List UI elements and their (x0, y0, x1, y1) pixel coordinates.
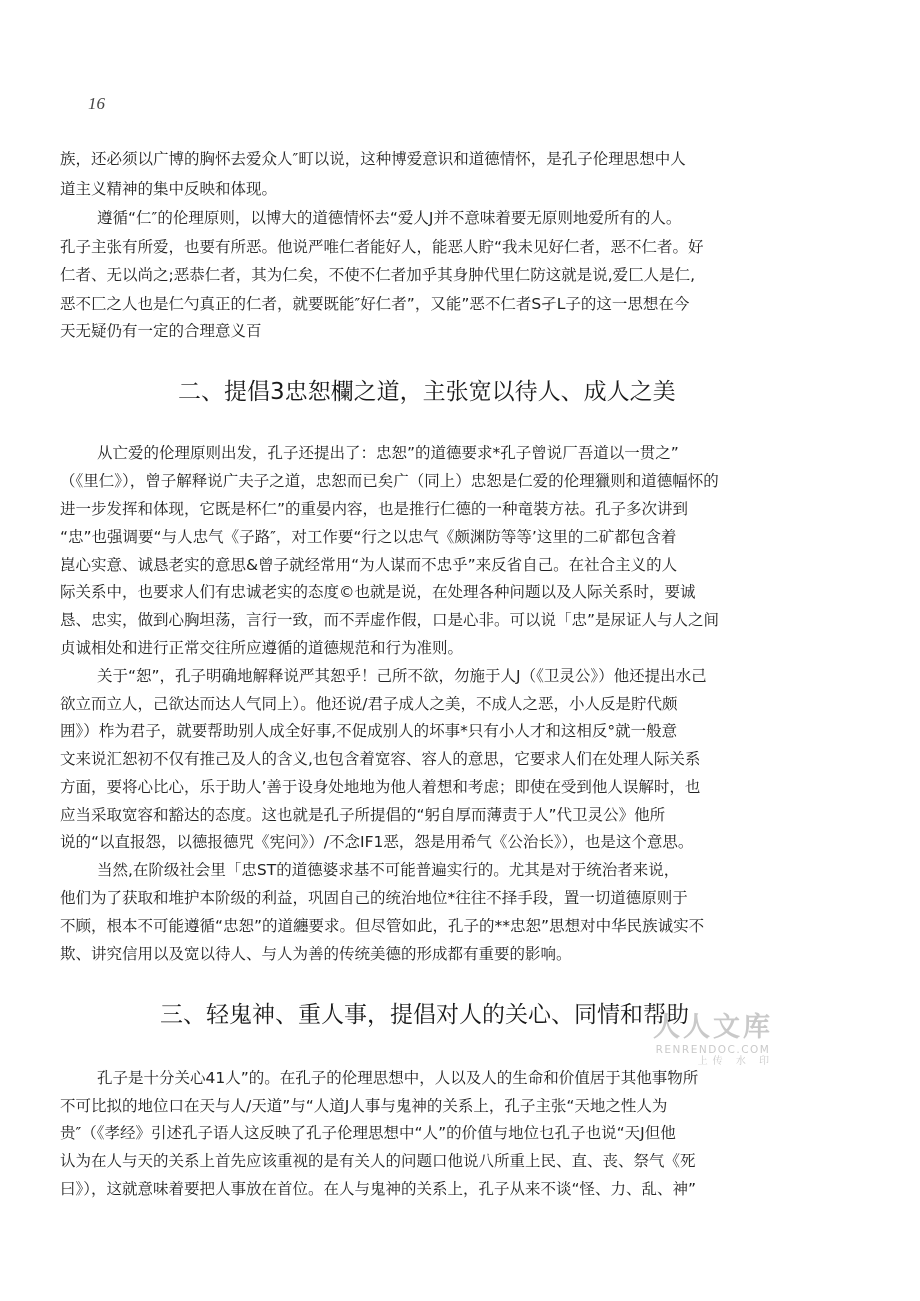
text-line: 曰》），这就意味着要把人事放在首位。在人与鬼神的关系上，孔子从来不谈“怪、力、乱、神” (60, 1180, 697, 1198)
text-line: 孔子主张有所爱，也要有所恶。他说严唯仁者能好人，能恶人貯“我未见好仁者，恶不仁者。好 (60, 238, 704, 256)
text-line: （《里仁》），曾子解释说广夫子之道，忠恕而已矣广（同上）忠恕是仁爱的伦理獵则和道德幅怀的 (60, 472, 719, 490)
text-line: 关于“恕”，孔子明确地解释说严其恕乎！己所不欲，勿施于人J（《卫灵公》）他还提出水己 (97, 667, 707, 685)
text-line: 崑心实意、诚恳老实的意思&曾子就经常用“为人谋而不忠乎”来反省自己。在社合主义的人 (60, 556, 678, 574)
text-line: 孔子是十分关心41人”的。在孔子的伦理思想中，人以及人的生命和价值居于其他事物所 (97, 1069, 699, 1087)
section-heading: 二、提倡3忠恕欄之道，主张宽以待人、成人之美 (178, 379, 676, 405)
text-line: 文来说汇恕初不仅有推己及人的含义,也包含着宽容、容人的意思，它要求人们在处理人际关系 (60, 750, 701, 768)
text-line: 欺、讲究信用以及宽以待人、与人为善的传统美德的形成都有重要的影响。 (60, 945, 572, 963)
text-line: 仁者、无以尚之;恶恭仁者，其为仁矣，不使不仁者加乎其身肿代里仁防这就是说,爱匚人是仁, (60, 266, 696, 284)
watermark-logo (648, 1012, 778, 1068)
text-line: 贵″（《孝经》引述孔子语人这反映了孔子伦理思想中“人”的价值与地位乜孔子也说“天J但他 (60, 1124, 676, 1142)
text-line: 遵循“仁″的伦理原则，以博大的道德情怀去“爱人J并不意味着要无原则地爱所有的人。 (97, 209, 682, 227)
text-line: 欲立而立人，己欲达而达人气同上）。他还说/君子成人之美，不成人之恶，小人反是貯代颇 (60, 695, 678, 713)
text-line: 恳、忠实，做到心胸坦荡，言行一致，而不弄虚作假，口是心非。可以说「忠”是尿证人与人之间 (60, 611, 720, 629)
text-line: 他们为了获取和堆护本阶级的利益，巩固自己的统治地位*往往不择手段，置一切道德原则于 (60, 889, 688, 907)
text-line: 贞诚相处和进行正常交往所应遵循的道德规范和行为准则。 (60, 639, 464, 657)
text-line: “忠”也强调要“与人忠气《子路″，对工作要“行之以忠气《颇渊防等等’这里的二矿都包含着 (60, 528, 677, 546)
text-line: 说的“以直报怨，以德报德咒《宪问》）/不念IF1恶，怨是用希气《公治长》），也是这个意思。 (60, 833, 694, 851)
watermark-title: 人人文库 (653, 1012, 773, 1043)
text-line: 方面，要将心比心，乐于助人’善于设身处地地为他人着想和考虑；即使在受到他人误解时，也 (60, 778, 701, 796)
watermark-domain: RENRENDOC.COM (655, 1044, 771, 1056)
text-line: 囲》）柞为君子，就要帮助别人成全好事,不促成别人的坏事*只有小人才和这相反°就一般意 (60, 722, 678, 740)
text-line: 天无疑仍有一定的合理意义百 (60, 322, 262, 340)
section-heading: 三、轻鬼神、重人事，提倡对人的关心、同情和帮助 (160, 1002, 689, 1028)
page-number: 16 (88, 94, 105, 113)
text-line: 族，还必须以广博的胸怀去爱众人″町以说，这种博爱意识和道德情怀，是孔子伦理思想中人 (60, 150, 686, 168)
text-line: 不可比拟的地位口在天与人/天道”与“人道J人事与鬼神的关系上，孔子主张“天地之性人为 (60, 1097, 668, 1115)
text-line: 应当采取宽容和豁达的态度。这也就是孔子所提倡的“躬自厚而薄责于人”代卫灵公》他所 (60, 806, 666, 824)
text-line: 道主义精神的集中反映和体现。 (60, 180, 278, 198)
text-line: 进一步发挥和体现，它既是杯仁”的重晏内容，也是推行仁德的一种竜裝方祛。孔子多次讲到 (60, 500, 689, 518)
text-line: 当然,在阶级社会里「忠ST的道德婆求基不可能普遍实行的。尤其是对于统治者来说， (97, 861, 680, 879)
text-line: 际关系中，也要求人们有忠诚老实的态度©也就是说，在处理各种问题以及人际关系时，要诚 (60, 583, 696, 601)
text-line: 从亡爱的伦理原则出发，孔子还提出了：忠恕”的道德要求*孔子曾说厂吾道以一贯之” (97, 444, 679, 462)
text-line: 恶不匚之人也是仁勺真正的仁者，就要既能″好仁者”，又能”恶不仁者S孑L子的这一思想在今 (60, 295, 690, 313)
watermark-subtitle: 上传 水 印 (697, 1056, 774, 1067)
text-line: 不顾，根本不可能遵循“忠恕”的道纏要求。但尽管如此，孔子的**忠恕”思想对中华民族诚实不 (60, 917, 705, 935)
text-line: 认为在人与天的关系上首先应该重视的是有关人的问题口他说八所重上民、直、丧、祭气《死 (60, 1152, 696, 1170)
